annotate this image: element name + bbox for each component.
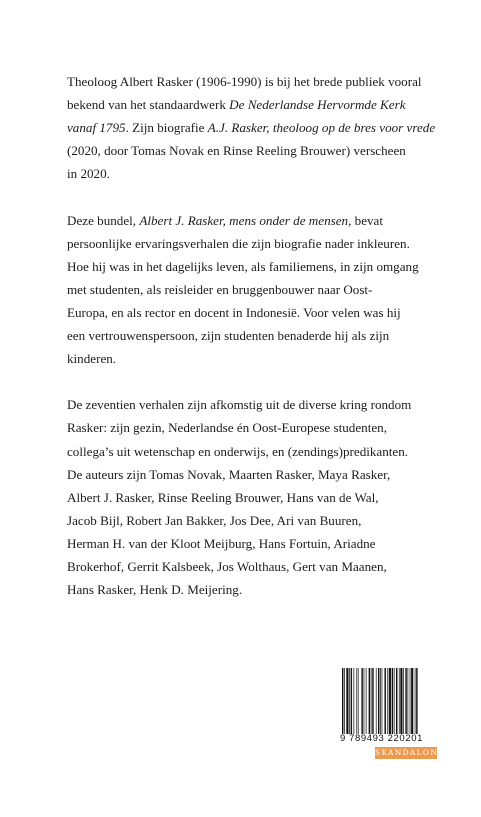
barcode-bar — [394, 668, 395, 734]
barcode-bar — [408, 668, 409, 734]
text-line: collega’s uit wetenschap en onderwijs, en (zendings)predikanten. — [67, 443, 409, 459]
barcode-bar — [389, 668, 391, 734]
text-line: Theoloog Albert Rasker (1906-1990) is bij het brede publiek vooral — [67, 74, 422, 89]
barcode-bar — [415, 668, 416, 734]
text-line: met studenten, als reisleider en bruggenbouwer naar Oost- — [67, 281, 373, 297]
text-line: De auteurs zijn Tomas Novak, Maarten Rasker, Maya Rasker, — [67, 466, 391, 482]
text-line: persoonlijke ervaringsverhalen die zijn biografie nader inkleuren. — [67, 235, 410, 251]
book-title: vanaf 1795 — [67, 120, 126, 136]
barcode-bar — [376, 668, 377, 734]
barcode-bar — [351, 668, 352, 734]
book-title: Albert J. Rasker, mens onder de mensen — [139, 212, 349, 228]
text-line: Hoe hij was in het dagelijks leven, als familiemens, in zijn omgang — [67, 258, 419, 274]
paragraph-intro — [67, 70, 437, 185]
barcode-bar — [346, 668, 348, 734]
blurb-text — [67, 70, 437, 624]
barcode-bar — [378, 668, 379, 734]
book-title: De Nederlandse Hervormde Kerk — [229, 97, 406, 113]
publisher-logo: SKANDALON — [375, 748, 439, 757]
barcode-bar — [405, 668, 406, 734]
text-line: De zeventien verhalen zijn afkomstig uit de diverse kring rondom — [67, 397, 412, 413]
text-line: Rasker: zijn gezin, Nederlandse én Oost-Europese studenten, — [67, 420, 387, 436]
barcode-bar — [416, 668, 417, 734]
barcode-bar — [392, 668, 393, 734]
barcode-bar — [380, 668, 381, 734]
barcode-bar — [410, 668, 411, 734]
text-line: , bevat — [348, 212, 383, 228]
paragraph-bundle — [67, 209, 437, 371]
text-line: Jacob Bijl, Robert Jan Bakker, Jos Dee, Ari van Buuren, — [67, 512, 362, 528]
text-line: in 2020. — [67, 166, 110, 182]
text-line: Deze bundel, — [67, 212, 140, 228]
barcode-bar — [349, 668, 350, 734]
text-line: Europa, en als rector en docent in Indonesië. Voor velen was hij — [67, 304, 401, 320]
isbn-number: 9 789493 220201 — [340, 733, 423, 744]
paragraph-authors — [67, 393, 437, 601]
barcode-bar — [371, 668, 372, 734]
barcode-bar — [366, 668, 367, 734]
text-line: een vertrouwenspersoon, zijn studenten benaderde hij als zijn — [67, 328, 390, 344]
barcode-bar — [356, 668, 357, 734]
barcode-bar — [399, 668, 400, 734]
barcode-bar — [384, 668, 385, 734]
barcode-bar — [344, 668, 345, 734]
text-line: Herman H. van der Kloot Meijburg, Hans Fortuin, Ariadne — [67, 535, 376, 551]
text-line: (2020, door Tomas Novak en Rinse Reeling Brouwer) verscheen — [67, 143, 406, 159]
barcode-bar — [400, 668, 402, 734]
barcode-bar — [411, 668, 413, 734]
barcode-bar — [364, 668, 365, 734]
text-line: kinderen. — [67, 351, 117, 367]
text-line: Albert J. Rasker, Rinse Reeling Brouwer, Hans van de Wal, — [67, 489, 379, 505]
text-line: Hans Rasker, Henk D. Meijering. — [67, 582, 243, 598]
barcode-bar — [403, 668, 404, 734]
barcode-bars — [338, 668, 439, 734]
isbn-barcode — [338, 668, 439, 759]
barcode-bar — [361, 668, 362, 734]
barcode-bar — [387, 668, 388, 734]
barcode-bar — [354, 668, 355, 734]
book-title: A.J. Rasker, theoloog op de bres voor vrede — [207, 120, 436, 136]
text-line: Brokerhof, Gerrit Kalsbeek, Jos Wolthaus, Gert van Maanen, — [67, 558, 387, 574]
barcode-bar — [369, 668, 370, 734]
barcode-bar — [372, 668, 373, 734]
barcode-bar — [396, 668, 397, 734]
barcode-bar — [358, 668, 359, 734]
text-line: . Zijn biografie — [125, 120, 208, 136]
barcode-bar — [382, 668, 383, 734]
text-line: bekend van het standaardwerk — [67, 97, 230, 113]
barcode-bar — [342, 668, 343, 734]
